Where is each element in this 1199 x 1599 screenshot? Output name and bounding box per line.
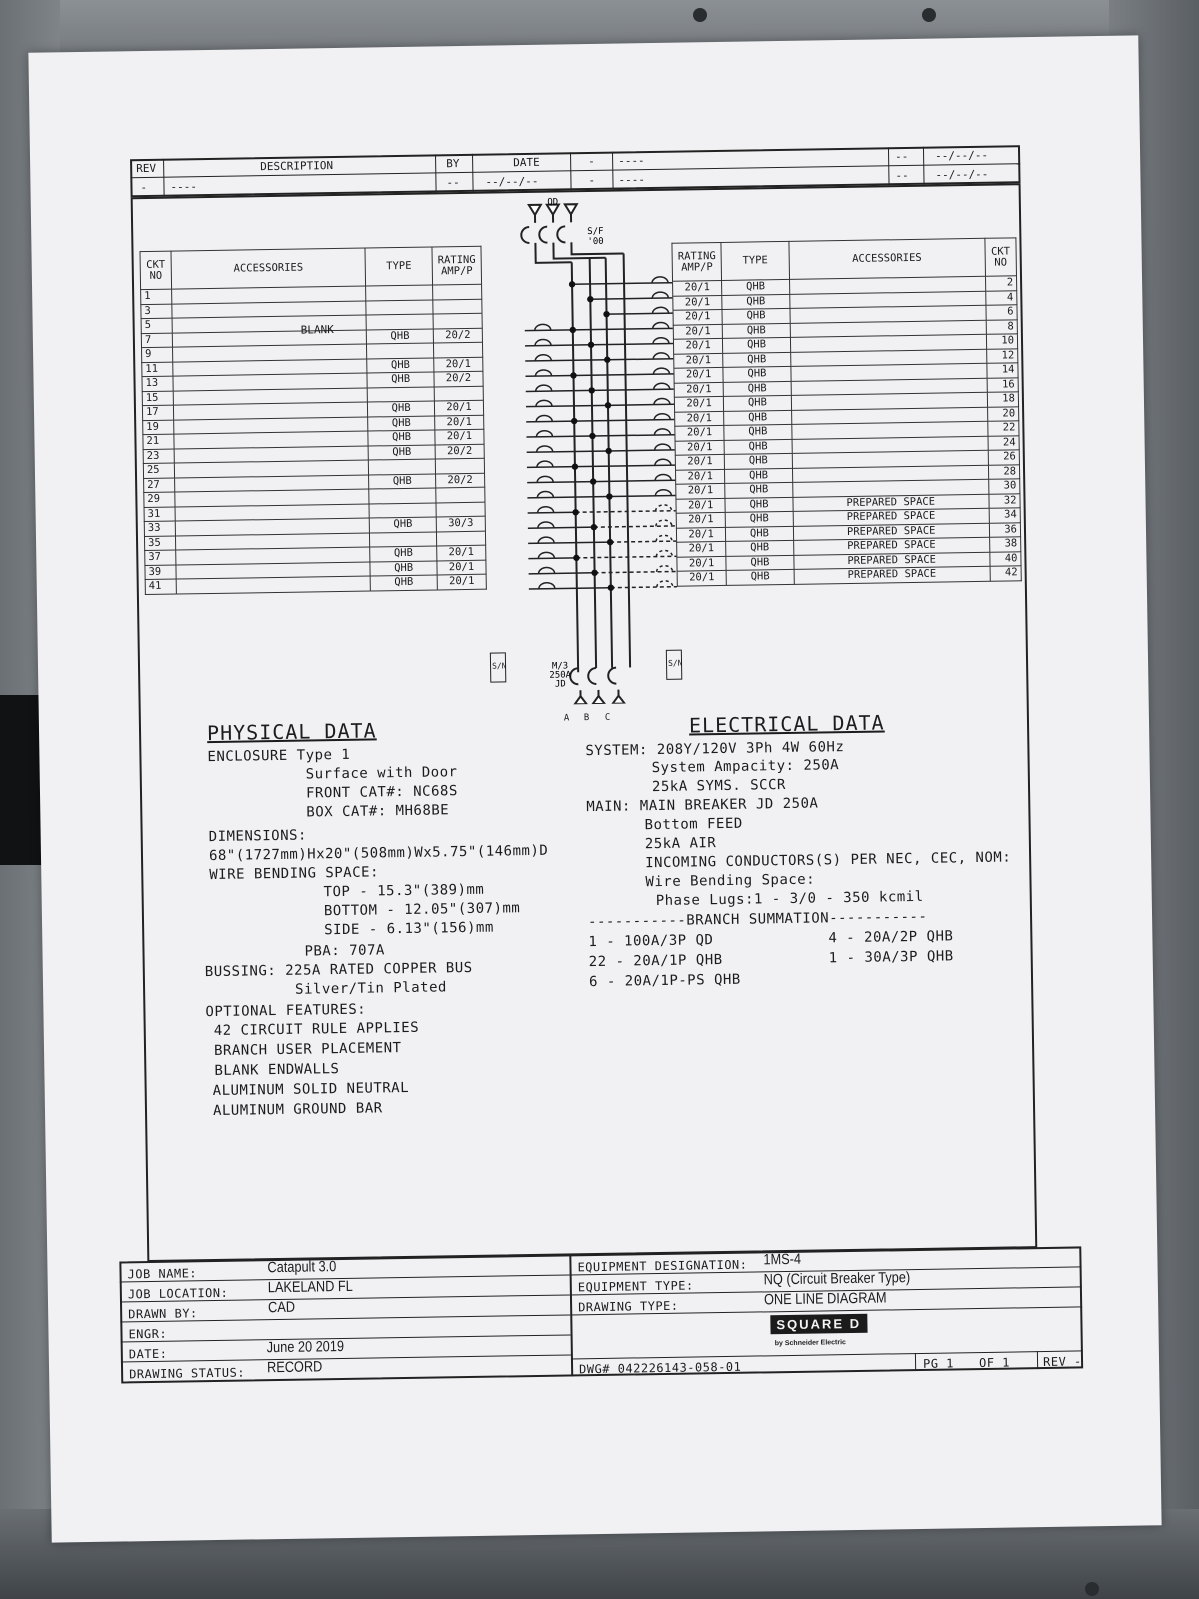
branch-right-wire <box>610 541 676 542</box>
branch-right-wire <box>609 450 675 451</box>
schneider-tagline: by Schneider Electric <box>774 1339 846 1348</box>
equipment-designation-label: EQUIPMENT DESIGNATION: <box>577 1257 748 1275</box>
drawing-type-value: ONE LINE DIAGRAM <box>763 1289 887 1309</box>
circuit-rating-cell: 20/1 <box>673 309 723 324</box>
branch-right-wire <box>575 465 675 467</box>
branch-right-wire <box>574 374 674 376</box>
circuit-type-cell: QHB <box>368 444 435 460</box>
circuit-ckt-cell: 24 <box>988 435 1019 450</box>
circuit-ckt-cell: 13 <box>142 376 173 391</box>
circuit-ckt-cell: 17 <box>142 405 173 420</box>
bus-tap-dot <box>572 463 578 469</box>
circuit-type-cell: QHB <box>723 337 791 353</box>
electrical-line: 25kA SYMS. SCCR <box>651 777 787 796</box>
bus-tap-dot <box>608 584 614 590</box>
date-label: DATE: <box>128 1346 168 1362</box>
bus-tap-dot <box>603 311 609 317</box>
circuit-type-cell <box>369 488 436 504</box>
circuit-ckt-cell: 8 <box>986 319 1017 334</box>
circuit-ckt-cell: 27 <box>144 478 175 493</box>
bus-tap-dot <box>571 418 577 424</box>
bus-tap-dot <box>587 296 593 302</box>
circuit-rating-cell: 20/1 <box>676 483 726 498</box>
rev-cell: - <box>140 180 148 195</box>
circuit-rating-cell: 20/1 <box>675 454 725 469</box>
circuit-rating-cell: 20/1 <box>676 498 726 513</box>
job-location-value: LAKELAND FL <box>267 1277 353 1297</box>
physical-line: SIDE - 6.13"(156)mm <box>324 919 494 939</box>
bus-tap-dot <box>573 555 579 561</box>
physical-line: ENCLOSURE Type 1 <box>207 746 351 766</box>
circuit-ckt-cell: 35 <box>144 536 175 551</box>
electrical-line: System Ampacity: 250A <box>651 757 840 777</box>
circuit-ckt-cell: 18 <box>987 392 1018 407</box>
physical-line: BUSSING: 225A RATED COPPER BUS <box>204 959 473 981</box>
branch-summation-title: -----------BRANCH SUMMATION----------- <box>587 908 928 931</box>
by-cell: -- <box>895 168 909 183</box>
circuit-rating-cell: 20/1 <box>676 512 726 527</box>
physical-line: ALUMINUM SOLID NEUTRAL <box>212 1079 410 1100</box>
circuit-ckt-cell: 20 <box>987 406 1018 421</box>
circuit-type-cell <box>369 502 436 518</box>
by-cell: -- <box>895 150 909 164</box>
circuit-type-cell: QHB <box>725 511 793 527</box>
bus-tap-dot <box>590 478 596 484</box>
circuit-acc-cell: PREPARED SPACE <box>794 552 990 570</box>
circuit-ckt-cell: 11 <box>142 362 173 377</box>
branch-left-wire <box>529 588 611 589</box>
physical-line: Silver/Tin Plated <box>294 979 448 998</box>
electrical-line: Wire Bending Space: <box>645 871 816 891</box>
electrical-line: 25kA AIR <box>644 835 717 853</box>
branch-right-wire <box>608 404 674 405</box>
job-name-label: JOB NAME: <box>127 1266 198 1282</box>
bus-tap-dot <box>607 539 613 545</box>
circuit-ckt-cell: 9 <box>142 347 173 362</box>
circuit-ckt-cell: 36 <box>989 522 1020 537</box>
right-circuit-table <box>671 237 1021 586</box>
circuit-ckt-cell: 42 <box>990 566 1021 581</box>
circuit-type-cell: QHB <box>726 569 794 585</box>
circuit-ckt-cell: 32 <box>989 493 1020 508</box>
circuit-rating-cell: 20/2 <box>434 371 483 386</box>
bus-tap-dot <box>570 372 576 378</box>
circuit-type-cell: QHB <box>367 372 434 388</box>
bus-tap-dot <box>604 357 610 363</box>
drawing-type-label: DRAWING TYPE: <box>578 1298 679 1315</box>
bus-tap-dot <box>591 524 597 530</box>
physical-line: Surface with Door <box>305 764 458 783</box>
branch-left-wire <box>527 467 575 468</box>
bus-tap-dot <box>588 342 594 348</box>
date-header: DATE <box>513 155 540 170</box>
summation-line: 4 - 20A/2P QHB <box>828 928 954 947</box>
circuit-rating-cell: 20/1 <box>674 353 724 368</box>
circuit-rating-cell: 20/1 <box>675 425 725 440</box>
circuit-rating-cell: 20/1 <box>437 545 486 560</box>
main-label-2: 250A <box>549 670 572 681</box>
circuit-acc-cell: PREPARED SPACE <box>793 523 989 541</box>
phase-b-label: B <box>583 713 590 724</box>
equipment-designation-value: 1MS-4 <box>763 1250 802 1269</box>
sf-sub: '00 <box>587 236 604 248</box>
circuit-acc-cell: PREPARED SPACE <box>793 537 989 555</box>
branch-left-wire <box>526 421 574 422</box>
circuit-rating-cell: 20/1 <box>434 357 483 372</box>
circuit-ckt-cell: 12 <box>986 348 1017 363</box>
branch-right-wire <box>607 359 673 360</box>
description-header: DESCRIPTION <box>260 159 334 174</box>
circuit-type-cell: QHB <box>724 439 792 455</box>
circuit-type-cell: QHB <box>725 468 793 484</box>
branch-left-wire <box>526 375 574 376</box>
circuit-ckt-cell: 4 <box>986 290 1017 305</box>
circuit-type-cell: QHB <box>370 560 437 576</box>
circuit-ckt-cell: 14 <box>987 363 1018 378</box>
circuit-rating-cell: 20/1 <box>674 396 724 411</box>
circuit-ckt-cell: 28 <box>988 464 1019 479</box>
branch-left-wire <box>527 497 609 498</box>
circuit-type-cell: QHB <box>726 555 794 571</box>
electrical-line: Phase Lugs:1 - 3/0 - 350 kcmil <box>655 888 924 910</box>
revision-value: REV - <box>1042 1354 1082 1370</box>
branch-right-wire <box>591 344 673 345</box>
branch-right-wire <box>590 298 672 299</box>
job-location-label: JOB LOCATION: <box>127 1285 229 1302</box>
branch-left-wire <box>527 451 609 452</box>
circuit-ckt-cell: 31 <box>144 507 175 522</box>
physical-line: DIMENSIONS: <box>208 827 308 846</box>
bus-tap-dot <box>589 433 595 439</box>
bus-tap-dot <box>570 327 576 333</box>
electrical-line: MAIN: MAIN BREAKER JD 250A <box>586 795 819 816</box>
circuit-type-cell: QHB <box>368 401 435 417</box>
physical-line: BOTTOM - 12.05"(307)mm <box>323 900 521 920</box>
accessories-header: ACCESSORIES <box>171 248 366 289</box>
circuit-type-cell: QHB <box>724 395 792 411</box>
circuit-type-cell: QHB <box>366 328 433 344</box>
phase-a-label: A <box>563 713 570 724</box>
circuit-rating-cell: 20/1 <box>437 574 486 589</box>
circuit-type-cell <box>370 531 437 547</box>
rev-cell: - <box>588 154 595 169</box>
drawing-status-label: DRAWING STATUS: <box>129 1365 246 1382</box>
drawn-by-label: DRAWN BY: <box>128 1306 198 1322</box>
circuit-ckt-cell: 6 <box>986 305 1017 320</box>
circuit-rating-cell: 20/1 <box>677 556 727 571</box>
drawing-sheet <box>28 35 1161 1542</box>
circuit-type-cell: QHB <box>368 415 435 431</box>
date-cell: --/--/-- <box>485 174 539 189</box>
circuit-rating-cell: 20/1 <box>673 280 723 295</box>
screw-icon <box>922 8 936 22</box>
summation-line: 1 - 30A/3P QHB <box>828 948 954 967</box>
rating-header: RATING AMP/P <box>672 242 722 281</box>
circuit-ckt-cell: 19 <box>143 420 174 435</box>
circuit-ckt-cell: 39 <box>145 565 176 580</box>
circuit-ckt-cell: 2 <box>985 276 1016 291</box>
circuit-type-cell: QHB <box>726 540 794 556</box>
circuit-type-cell <box>367 343 434 359</box>
ckt-no-header: CKT NO <box>985 238 1017 276</box>
job-name-value: Catapult 3.0 <box>267 1258 337 1277</box>
circuit-ckt-cell: 1 <box>141 289 172 304</box>
by-header: BY <box>446 157 460 171</box>
electrical-data-title: ELECTRICAL DATA <box>688 710 885 738</box>
circuit-acc-cell: PREPARED SPACE <box>794 566 990 584</box>
branch-left-wire <box>528 512 576 513</box>
dwg-number: DWG# 042226143-058-01 <box>579 1359 742 1377</box>
circuit-rating-cell: 20/1 <box>675 440 725 455</box>
branch-left-wire <box>528 542 610 543</box>
breaker-symbol-icon <box>656 520 672 526</box>
electrical-line: SYSTEM: 208Y/120V 3Ph 4W 60Hz <box>585 739 845 760</box>
circuit-ckt-cell: 34 <box>989 508 1020 523</box>
circuit-acc-cell: PREPARED SPACE <box>793 508 989 526</box>
circuit-ckt-cell: 29 <box>144 492 175 507</box>
circuit-ckt-cell: 21 <box>143 434 174 449</box>
breaker-symbol-icon <box>657 566 673 572</box>
type-header: TYPE <box>721 241 789 280</box>
rating-header: RATING AMP/P <box>432 246 482 285</box>
circuit-type-cell: QHB <box>368 430 435 446</box>
main-label-1: M/3 <box>551 661 569 672</box>
circuit-type-cell: QHB <box>725 453 793 469</box>
branch-right-wire <box>572 283 672 285</box>
circuit-rating-cell: 20/1 <box>677 570 727 585</box>
equipment-type-value: NQ (Circuit Breaker Type) <box>763 1269 911 1289</box>
circuit-rating-cell: 20/1 <box>674 382 724 397</box>
circuit-rating-cell: 30/3 <box>436 516 485 531</box>
circuit-type-cell: QHB <box>724 424 792 440</box>
circuit-ckt-cell: 16 <box>987 377 1018 392</box>
circuit-type-cell <box>366 285 433 301</box>
type-header: TYPE <box>365 247 432 286</box>
drawn-by-value: CAD <box>267 1298 296 1317</box>
one-line-diagram <box>471 192 699 705</box>
desc-cell: ---- <box>618 154 645 168</box>
circuit-type-cell <box>366 314 433 330</box>
circuit-type-cell: QHB <box>722 308 790 324</box>
bus-tap-dot <box>572 509 578 515</box>
circuit-type-cell <box>369 459 436 475</box>
circuit-type-cell: QHB <box>369 517 436 533</box>
circuit-rating-cell: 20/1 <box>434 400 483 415</box>
accessories-header: ACCESSORIES <box>789 238 986 279</box>
branch-right-wire <box>594 526 676 527</box>
sf-label: S/F <box>587 226 604 238</box>
circuit-ckt-cell: 41 <box>145 579 176 594</box>
circuit-rating-cell: 20/1 <box>673 338 723 353</box>
electrical-line: Bottom FEED <box>644 815 743 834</box>
circuit-ckt-cell: 33 <box>144 521 175 536</box>
circuit-type-cell: QHB <box>723 352 791 368</box>
left-circuit-table <box>139 246 486 595</box>
circuit-type-cell: QHB <box>369 473 436 489</box>
engr-label: ENGR: <box>128 1326 168 1342</box>
circuit-type-cell: QHB <box>725 497 793 513</box>
equipment-type-label: EQUIPMENT TYPE: <box>577 1278 694 1295</box>
neutral-bar-right-icon: S/N <box>666 650 682 680</box>
branch-right-wire <box>573 328 673 330</box>
physical-line: ALUMINUM GROUND BAR <box>212 1100 383 1120</box>
circuit-type-cell: QHB <box>725 482 793 498</box>
circuit-type-cell: QHB <box>726 526 794 542</box>
circuit-rating-cell: 20/1 <box>673 295 723 310</box>
branch-left-wire <box>525 360 607 361</box>
circuit-type-cell: QHB <box>367 357 434 373</box>
branch-right-wire <box>576 556 676 558</box>
circuit-type-cell: QHB <box>724 410 792 426</box>
branch-right-wire <box>592 389 674 390</box>
bus-tap-dot <box>591 570 597 576</box>
physical-line: BRANCH USER PLACEMENT <box>213 1040 402 1060</box>
branch-right-wire <box>611 587 677 588</box>
physical-line: 68"(1727mm)Hx20"(508mm)Wx5.75"(146mm)D <box>208 842 549 865</box>
neutral-bar-left-icon: S/N <box>490 652 506 682</box>
circuit-rating-cell: 20/1 <box>677 541 727 556</box>
circuit-ckt-cell: 26 <box>988 450 1019 465</box>
bus-tap-dot <box>569 281 575 287</box>
branch-left-wire <box>526 405 608 406</box>
branch-right-wire <box>574 420 674 422</box>
blank-label: BLANK <box>300 323 334 337</box>
circuit-ckt-cell: 25 <box>143 463 174 478</box>
screw-icon <box>1085 1582 1099 1596</box>
circuit-ckt-cell: 7 <box>141 333 172 348</box>
qd-label: QD <box>547 197 559 208</box>
screw-icon <box>693 8 707 22</box>
physical-line: WIRE BENDING SPACE: <box>209 864 380 884</box>
circuit-acc-cell <box>176 576 370 594</box>
physical-line: PBA: 707A <box>304 942 385 960</box>
circuit-type-cell <box>367 386 434 402</box>
circuit-ckt-cell: 40 <box>990 551 1021 566</box>
bus-tap-dot <box>588 387 594 393</box>
circuit-rating-cell: 20/2 <box>436 473 485 488</box>
branch-right-wire <box>607 313 673 314</box>
branch-left-wire <box>525 330 573 331</box>
branch-right-wire <box>576 511 676 513</box>
page-number: PG 1 <box>922 1356 955 1371</box>
circuit-ckt-cell: 23 <box>143 449 174 464</box>
desc-cell: ---- <box>170 180 198 194</box>
date-value: June 20 2019 <box>266 1338 345 1357</box>
circuit-ckt-cell: 37 <box>145 550 176 565</box>
summation-line: 6 - 20A/1P-PS QHB <box>588 971 741 991</box>
circuit-rating-cell: 20/1 <box>676 527 726 542</box>
circuit-rating-cell: 20/1 <box>675 411 725 426</box>
square-d-logo: SQUARE D <box>770 1314 867 1335</box>
circuit-ckt-cell: 10 <box>986 334 1017 349</box>
circuit-rating-cell: 20/1 <box>675 469 725 484</box>
summation-line: 22 - 20A/1P QHB <box>588 952 723 971</box>
circuit-rating-cell: 20/1 <box>673 324 723 339</box>
circuit-ckt-cell: 3 <box>141 304 172 319</box>
date-cell: --/--/-- <box>934 148 989 163</box>
physical-line: FRONT CAT#: NC68S <box>305 783 458 802</box>
physical-line: 42 CIRCUIT RULE APPLIES <box>213 1019 420 1040</box>
circuit-ckt-cell: 22 <box>988 421 1019 436</box>
by-cell: -- <box>446 176 460 190</box>
summation-line: 1 - 100A/3P QD <box>588 932 714 951</box>
circuit-type-cell: QHB <box>722 323 790 339</box>
bus-tap-dot <box>605 448 611 454</box>
circuit-rating-cell: 20/1 <box>437 560 486 575</box>
circuit-rating-cell: 20/1 <box>435 429 484 444</box>
circuit-type-cell: QHB <box>723 366 791 382</box>
physical-line: OPTIONAL FEATURES: <box>205 1001 367 1021</box>
page-count: OF 1 <box>978 1355 1011 1371</box>
circuit-ckt-cell: 38 <box>989 537 1020 552</box>
circuit-rating-cell: 20/2 <box>435 444 484 459</box>
ckt-no-header: CKT NO <box>140 251 172 289</box>
electrical-line: INCOMING CONDUCTORS(S) PER NEC, CEC, NOM: <box>645 849 1012 872</box>
circuit-type-cell: QHB <box>370 575 437 591</box>
circuit-type-cell: QHB <box>722 279 790 295</box>
branch-right-wire <box>593 480 675 481</box>
branch-right-wire <box>592 435 674 436</box>
desc-cell: ---- <box>618 173 646 187</box>
circuit-ckt-cell: 30 <box>988 479 1019 494</box>
circuit-type-cell: QHB <box>722 294 790 310</box>
physical-line: TOP - 15.3"(389)mm <box>323 881 485 901</box>
rev-cell: - <box>588 173 596 188</box>
circuit-type-cell <box>366 299 433 315</box>
rev-header: REV <box>136 161 157 176</box>
main-label-3: JD <box>554 679 566 690</box>
branch-right-wire <box>595 571 677 572</box>
circuit-type-cell: QHB <box>723 381 791 397</box>
bus-tap-dot <box>605 402 611 408</box>
physical-line: BLANK ENDWALLS <box>214 1061 340 1080</box>
date-cell: --/--/-- <box>935 167 989 182</box>
bus-tap-dot <box>606 493 612 499</box>
physical-data-title: PHYSICAL DATA <box>206 718 377 746</box>
circuit-type-cell: QHB <box>370 546 437 562</box>
circuit-rating-cell: 20/1 <box>674 367 724 382</box>
circuit-rating-cell: 20/2 <box>433 328 482 343</box>
branch-left-wire <box>528 558 576 559</box>
phase-c-label: C <box>604 712 611 723</box>
circuit-ckt-cell: 15 <box>142 391 173 406</box>
branch-right-wire <box>609 496 675 497</box>
drawing-status-value: RECORD <box>266 1358 323 1377</box>
physical-line: BOX CAT#: MH68BE <box>306 802 450 821</box>
circuit-rating-cell: 20/1 <box>435 415 484 430</box>
circuit-acc-cell: PREPARED SPACE <box>793 494 989 512</box>
circuit-ckt-cell: 5 <box>141 318 172 333</box>
